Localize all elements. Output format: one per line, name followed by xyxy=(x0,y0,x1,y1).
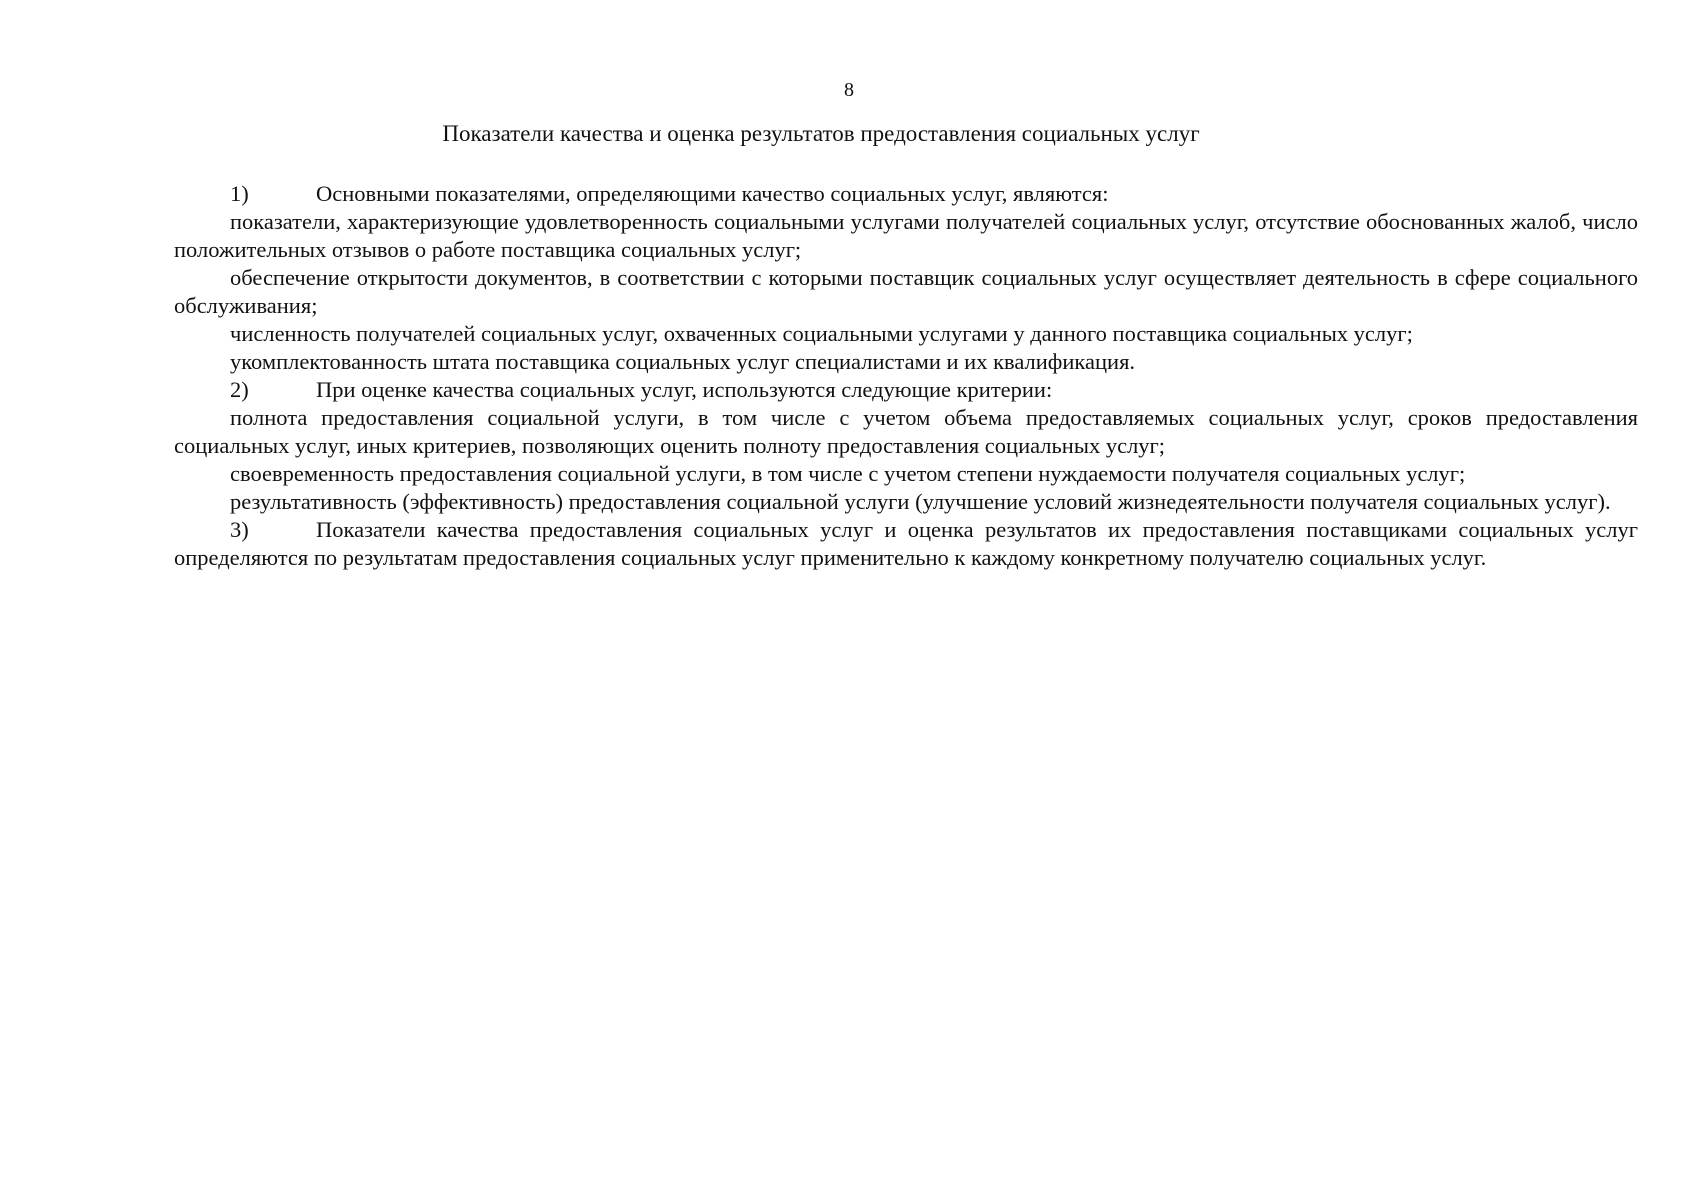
item-1-heading xyxy=(174,180,1638,208)
item-2-paragraph: результативность (эффективность) предоставления социальной услуги (улучшение условий жизнедеятельности получателя социальных услуг). xyxy=(230,489,1611,514)
item-2-number: 2) xyxy=(230,377,249,402)
item-1-paragraph: обеспечение открытости документов, в соответствии с которыми поставщик социальных услуг осуществляет деятельность в сфере социального обслуживания; xyxy=(174,265,1638,318)
item-2-paragraph: своевременность предоставления социальной услуги, в том числе с учетом степени нуждаемости получателя социальных услуг; xyxy=(230,461,1466,486)
item-1-paragraph: укомплектованность штата поставщика социальных услуг специалистами и их квалификация. xyxy=(230,349,1136,374)
item-1-paragraph: численность получателей социальных услуг, охваченных социальными услугами у данного поставщика социальных услуг; xyxy=(230,321,1413,346)
item-2-paragraph: полнота предоставления социальной услуги, в том числе с учетом объема предоставляемых социальных услуг, сроков предоставления социальных услуг, иных критериев, позволяющих оценить полноту предоставления социальных услуг; xyxy=(174,405,1638,458)
item-3-paragraph xyxy=(174,516,1638,572)
document-title: Показатели качества и оценка результатов предоставления социальных услуг xyxy=(442,121,1200,146)
item-1-number: 1) xyxy=(230,181,249,206)
item-3-number: 3) xyxy=(230,517,249,542)
document-body xyxy=(174,180,1638,572)
item-1-lead: Основными показателями, определяющими качество социальных услуг, являются: xyxy=(316,181,1109,206)
item-3-lead: Показатели качества предоставления социальных услуг и оценка результатов их предоставления поставщиками социальных услуг определяются по результатам предоставления социальных услуг применительно к каждому конкретному получателю социальных услуг. xyxy=(174,517,1638,570)
item-2-heading xyxy=(174,376,1638,404)
item-1-paragraph: показатели, характеризующие удовлетворенность социальными услугами получателей социальных услуг, отсутствие обоснованных жалоб, число положительных отзывов о работе поставщика социальных услуг; xyxy=(174,209,1638,262)
item-2-lead: При оценке качества социальных услуг, используются следующие критерии: xyxy=(316,377,1053,402)
page-number: 8 xyxy=(844,79,854,101)
